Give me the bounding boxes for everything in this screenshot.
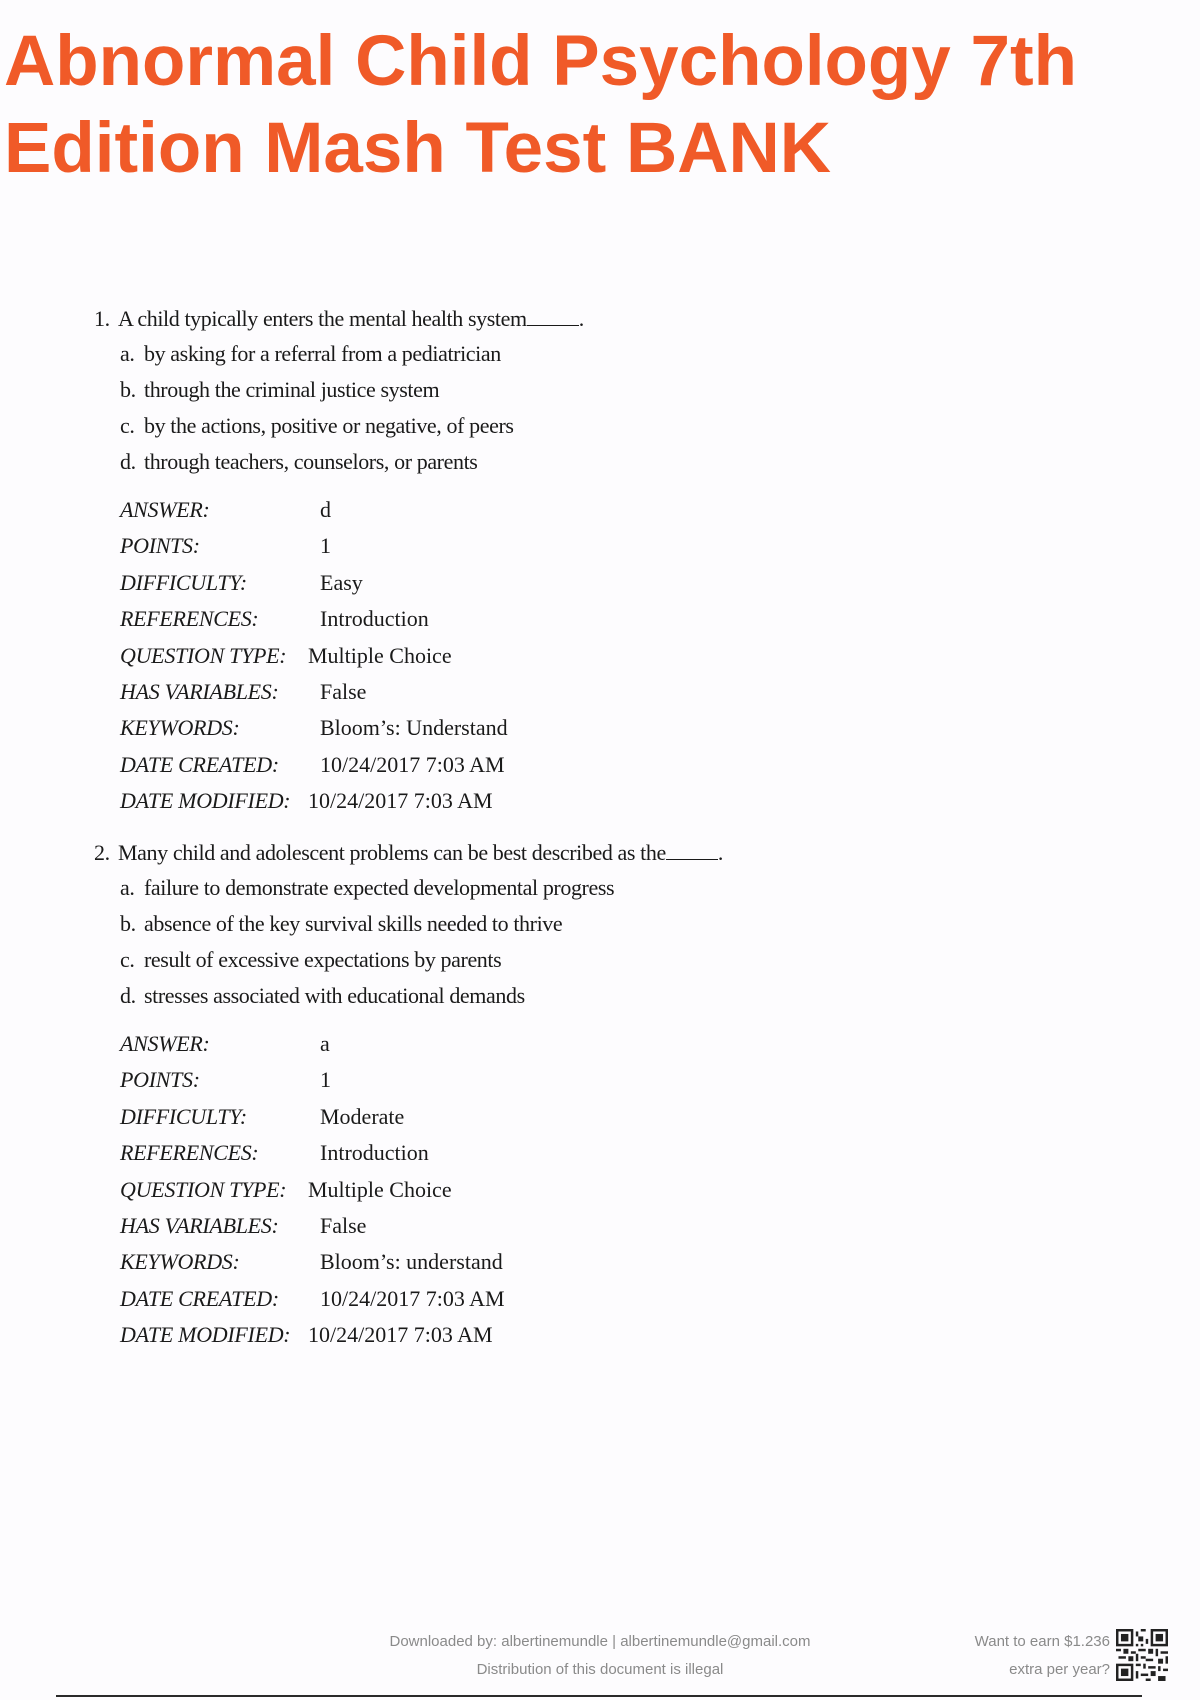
option-b	[120, 372, 994, 408]
meta-keywords	[120, 710, 994, 746]
option-d	[120, 444, 994, 480]
question-stem	[94, 304, 994, 334]
meta-keywords	[120, 1244, 994, 1280]
title-line-2: Edition Mash Test BANK	[4, 109, 832, 188]
question-metadata	[120, 492, 994, 820]
meta-value: False	[320, 1212, 367, 1238]
meta-label: POINTS:	[120, 533, 200, 559]
meta-label: DIFFICULTY:	[120, 569, 247, 595]
promo-line-2[interactable]: extra per year?	[1009, 1661, 1110, 1678]
option-letter: c.	[120, 947, 135, 972]
page-footer	[0, 1620, 1200, 1700]
meta-value: Bloom’s: understand	[320, 1249, 503, 1275]
option-letter: a.	[120, 875, 135, 900]
meta-value: 10/24/2017 7:03 AM	[320, 1285, 505, 1311]
meta-label: DATE CREATED:	[120, 751, 279, 777]
meta-date-created	[120, 747, 994, 783]
meta-label: DATE MODIFIED:	[120, 1322, 291, 1348]
question-stem	[94, 838, 994, 868]
meta-label: DATE CREATED:	[120, 1285, 279, 1311]
meta-question-type	[120, 638, 994, 674]
title-line-1: Abnormal Child Psychology 7th	[4, 22, 1078, 101]
meta-answer	[120, 1026, 994, 1062]
option-letter: d.	[120, 983, 136, 1008]
meta-label: ANSWER:	[120, 1031, 210, 1056]
question-text: Many child and adolescent problems can be best described as the	[118, 840, 666, 865]
meta-date-modified	[120, 1317, 994, 1353]
meta-references	[120, 601, 994, 637]
meta-label: DATE MODIFIED:	[120, 788, 291, 814]
meta-label: ANSWER:	[120, 497, 210, 522]
question-number: 1.	[94, 306, 110, 331]
meta-label: HAS VARIABLES:	[120, 1212, 279, 1238]
answer-blank	[527, 307, 579, 326]
meta-value: Moderate	[320, 1103, 405, 1129]
downloaded-by-text: Downloaded by: albertinemundle | albertinemundle@gmail.com	[389, 1633, 811, 1650]
question-2	[94, 838, 994, 1354]
meta-value: 1	[320, 1067, 331, 1093]
meta-label: DIFFICULTY:	[120, 1103, 247, 1129]
option-text: absence of the key survival skills needed to thrive	[144, 911, 563, 936]
meta-label: KEYWORDS:	[120, 1249, 240, 1275]
option-list	[120, 870, 994, 1014]
option-text: result of excessive expectations by parents	[144, 947, 502, 972]
option-a	[120, 870, 994, 906]
option-text: through teachers, counselors, or parents	[144, 449, 478, 474]
question-number: 2.	[94, 840, 110, 865]
meta-points	[120, 528, 994, 564]
meta-value: d	[320, 497, 331, 522]
meta-points	[120, 1062, 994, 1098]
meta-value: Multiple Choice	[308, 1176, 452, 1202]
download-notice	[300, 1628, 900, 1684]
option-list	[120, 336, 994, 480]
option-text: by asking for a referral from a pediatrician	[144, 341, 501, 366]
meta-date-created	[120, 1281, 994, 1317]
meta-answer	[120, 492, 994, 528]
meta-has-variables	[120, 674, 994, 710]
question-stem-end: .	[578, 306, 584, 331]
answer-blank	[666, 841, 718, 860]
meta-value: False	[320, 678, 367, 704]
option-letter: a.	[120, 341, 135, 366]
meta-value: Bloom’s: Understand	[320, 715, 508, 741]
meta-value: Multiple Choice	[308, 642, 452, 668]
meta-date-modified	[120, 783, 994, 819]
option-c	[120, 408, 994, 444]
promo-text[interactable]	[975, 1628, 1110, 1684]
meta-has-variables	[120, 1208, 994, 1244]
question-stem-end: .	[717, 840, 723, 865]
qr-code-icon[interactable]	[1116, 1628, 1168, 1682]
meta-value: Introduction	[320, 606, 429, 632]
option-text: through the criminal justice system	[144, 377, 440, 402]
option-text: failure to demonstrate expected developmental progress	[144, 875, 615, 900]
promo-line-1[interactable]: Want to earn $1.236	[974, 1633, 1110, 1650]
option-d	[120, 978, 994, 1014]
meta-value: Introduction	[320, 1140, 429, 1166]
option-letter: c.	[120, 413, 135, 438]
meta-label: HAS VARIABLES:	[120, 678, 279, 704]
meta-value: a	[320, 1031, 330, 1056]
document-title	[4, 18, 1164, 192]
meta-label: REFERENCES:	[120, 606, 259, 632]
option-b	[120, 906, 994, 942]
meta-label: POINTS:	[120, 1067, 200, 1093]
meta-label: QUESTION TYPE:	[120, 642, 287, 668]
question-text: A child typically enters the mental health system	[118, 306, 527, 331]
meta-value: 10/24/2017 7:03 AM	[308, 788, 493, 814]
meta-difficulty	[120, 565, 994, 601]
option-letter: b.	[120, 911, 136, 936]
question-1	[94, 304, 994, 820]
meta-value: 1	[320, 533, 331, 559]
option-letter: d.	[120, 449, 136, 474]
bottom-divider	[56, 1695, 1142, 1697]
meta-value: 10/24/2017 7:03 AM	[308, 1322, 493, 1348]
meta-references	[120, 1135, 994, 1171]
option-letter: b.	[120, 377, 136, 402]
meta-label: KEYWORDS:	[120, 715, 240, 741]
meta-difficulty	[120, 1099, 994, 1135]
option-text: by the actions, positive or negative, of peers	[144, 413, 514, 438]
meta-value: Easy	[320, 569, 363, 595]
option-c	[120, 942, 994, 978]
meta-label: REFERENCES:	[120, 1140, 259, 1166]
meta-label: QUESTION TYPE:	[120, 1176, 287, 1202]
distribution-notice: Distribution of this document is illegal	[476, 1661, 724, 1678]
question-metadata	[120, 1026, 994, 1354]
meta-value: 10/24/2017 7:03 AM	[320, 751, 505, 777]
meta-question-type	[120, 1172, 994, 1208]
option-a	[120, 336, 994, 372]
option-text: stresses associated with educational demands	[144, 983, 525, 1008]
